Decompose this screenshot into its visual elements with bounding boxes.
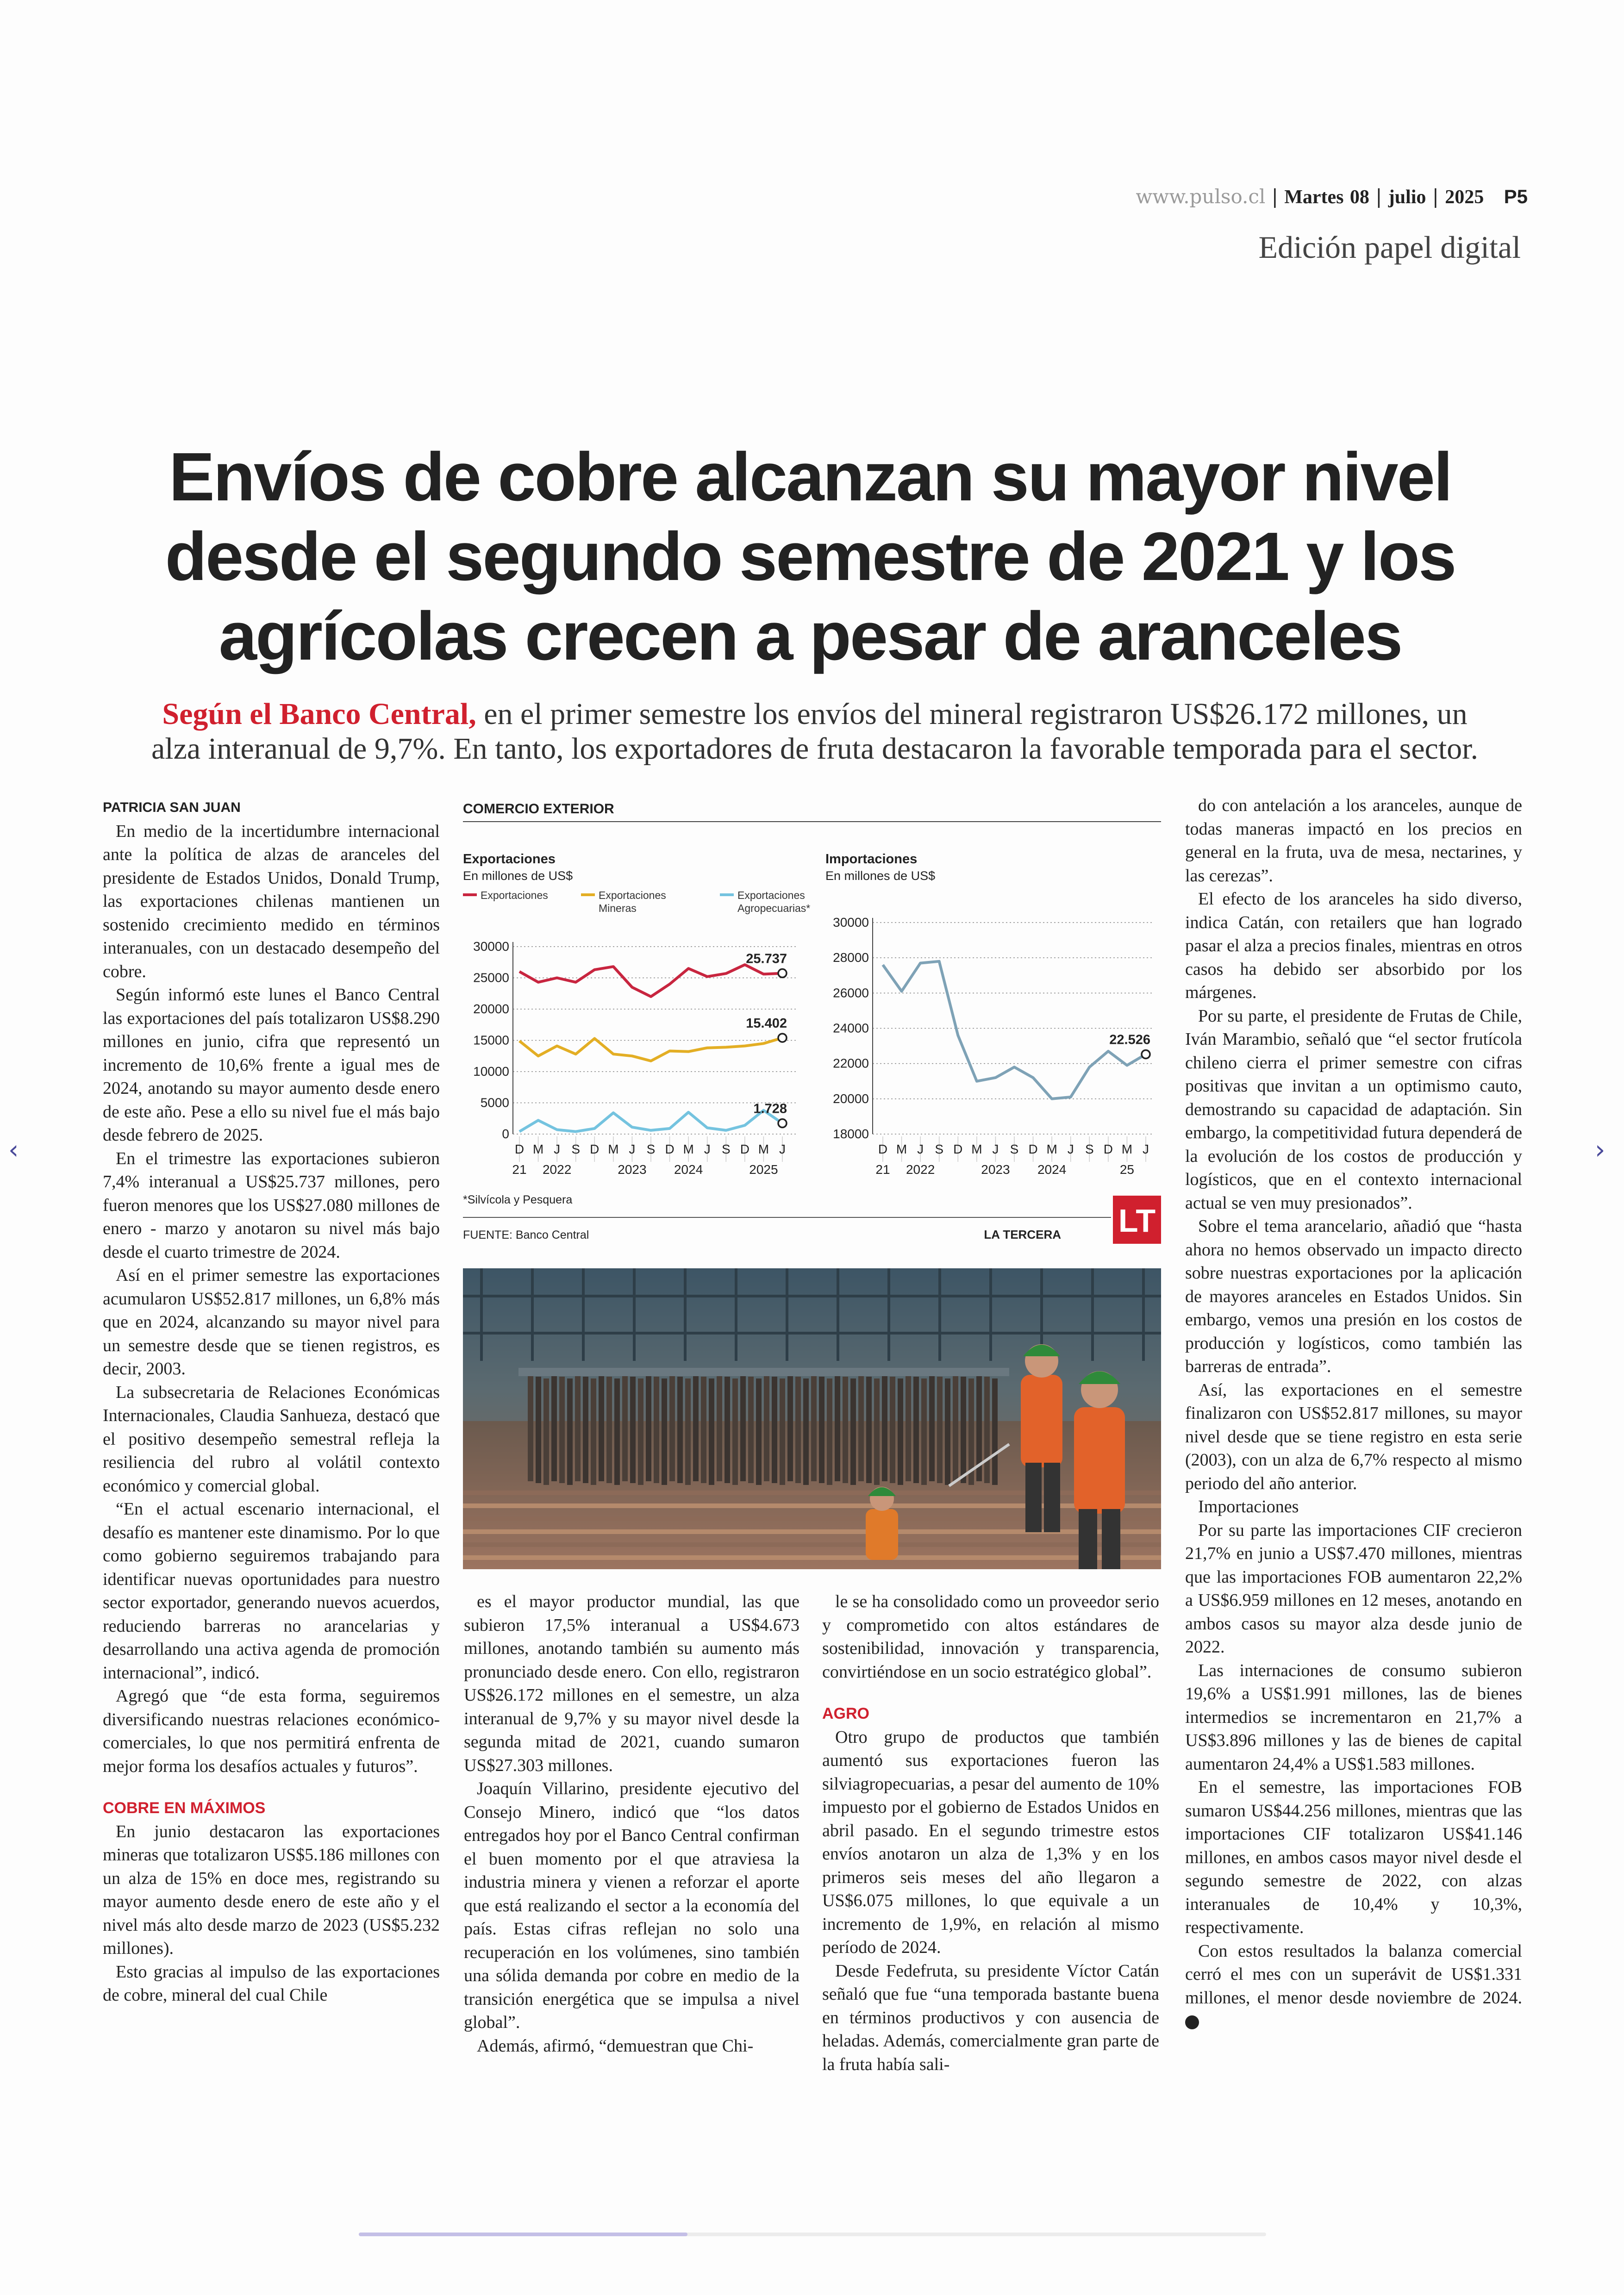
y-tick-label: 20000 [833, 1091, 869, 1106]
article-paragraph: Sobre el tema arancelario, añadió que “hasta ahora no hemos observado un impacto directo sobre nuestras exportaciones por la aplicación de mayores aranceles en Estados Unidos. Sin embargo, vemos una presión en los costos de producción y logísticos, como también las barreras de entrada”. [1185, 1216, 1522, 1376]
article-paragraph: En medio de la incertidumbre internacional ante la política de alzas de aranceles del presidente de Estados Unidos, Donald Trump, las exportaciones chilenas mantienen un sostenido crecimiento medido en términos interanuales, con un destacado desempeño del cobre. [103, 821, 440, 981]
trade-graphic [463, 794, 1161, 1259]
article-column-2 [464, 1590, 800, 2058]
chart-title: Exportaciones [463, 852, 556, 867]
article-paragraph: Otro grupo de productos que también aumentó sus exportaciones fueron las silviagropecuarias, a pesar del aumento de 10% impuesto por el gobierno de Estados Unidos en abril pasado. En el segundo trimestre estos envíos anotaron un alza de 1,3% y en los primeros seis meses del año llegaron a US$6.075 millones, lo que equivale a un incremento de 1,9%, en relación al mismo período de 2024. [822, 1727, 1159, 1957]
x-tick-label: M [971, 1142, 982, 1156]
x-year-label: 21 [512, 1162, 527, 1177]
exports-chart [463, 852, 810, 1177]
article-paragraph: Agregó que “de esta forma, seguiremos diversificando nuestras relaciones económico-comerciales, lo que nos permitirá enfrenta de mejor forma los desafíos actuales y futuros”. [103, 1686, 440, 1776]
article-paragraph: En junio destacaron las exportaciones mineras que totalizaron US$5.186 millones con un alza de 15% en doce mes, registrando su mayor aumento desde enero de este año y el nivel más alto desde marzo de 2023 (US$5.232 millones). [103, 1821, 440, 1958]
page-header [1111, 185, 1528, 208]
edition-label: Edición papel digital [1258, 230, 1521, 265]
x-year-label: 2024 [674, 1162, 703, 1177]
deck [116, 697, 1514, 766]
article-paragraph: do con antelación a los aranceles, aunque de todas maneras impactó en los precios en general en la fruta, uva de mesa, nectarines, y las cerezas”. [1185, 796, 1522, 886]
series-line [883, 961, 1146, 1099]
data-label: 25.737 [746, 951, 787, 967]
column-paragraphs [1185, 794, 1522, 1495]
article-column-1 [103, 796, 440, 2007]
column-paragraphs [103, 820, 440, 1778]
deck-lead: Según el Banco Central, [162, 697, 476, 731]
series-line [519, 965, 782, 997]
x-tick-label: D [1028, 1142, 1038, 1156]
article-paragraph: Según informó este lunes el Banco Central las exportaciones del país totalizaron US$8.290 millones en junio, cifra que representó un incremento de 10,6% frente a igual mes de 2024, anotando su mayor aumento desde enero de este año. Pese a ello su nivel fue el más bajo desde febrero de 2025. [103, 985, 440, 1145]
page-number: P5 [1504, 186, 1528, 207]
x-tick-label: J [992, 1142, 999, 1156]
article-paragraph: Joaquín Villarino, presidente ejecutivo del Consejo Minero, indicó que “los datos entregados hoy por el Banco Central confirman el buen momento por el que atraviesa la industria minera y vienen a reforzar el aporte que está realizando el sector a la economía del país. Estas cifras reflejan no solo una recuperación en los volúmenes, sino también una sólida demanda por cobre en medio de la transición energética que se impulsa a nivel global”. [464, 1779, 800, 2032]
article-paragraph: Desde Fedefruta, su presidente Víctor Catán señaló que fue “una temporada bastante buena en términos productivos y con ausencia de heladas. Además, comercialmente gran parte de la fruta había sali- [822, 1961, 1159, 2074]
article-paragraph: Por su parte, el presidente de Frutas de Chile, Iván Marambio, señaló que “el sector frutícola chileno cierra el primer semestre con cifras positivas que invitan a un optimismo cauto, demostrando su capacidad de adaptación. Sin embargo, la competitividad futura dependerá de la evolución de los costos de producción y logísticos, que en el contexto internacional actual se ven muy presionados”. [1185, 1006, 1522, 1213]
x-year-label: 2022 [906, 1162, 935, 1177]
x-tick-label: J [629, 1142, 636, 1156]
x-tick-label: M [1046, 1142, 1057, 1156]
chart-title: Importaciones [825, 852, 918, 867]
column-paragraphs [822, 1590, 1159, 1684]
x-year-label: 2025 [749, 1162, 778, 1177]
article-paragraph: Las internaciones de consumo subieron 19,6% a US$1.991 millones, las de bienes intermedios se incrementaron en 21,7% a US$3.896 millones y las de bienes de capital aumentaron 24,4% a US$1.583 millones. [1185, 1660, 1522, 1774]
headline-line: desde el segundo semestre de 2021 y los [165, 518, 1455, 595]
header-separator: | [1271, 185, 1278, 208]
article-paragraph: Con estos resultados la balanza comercial cerró el mes con un superávit de US$1.331 millones, el menor desde noviembre de 2024. [1185, 1940, 1522, 2033]
article-paragraph: El efecto de los aranceles ha sido diverso, indica Catán, con retailers que han logrado pasar el alza a precios finales, mientras en otros casos ha debido ser absorbido por los márgenes. [1185, 889, 1522, 1002]
x-tick-label: D [665, 1142, 675, 1156]
x-year-label: 2023 [981, 1162, 1010, 1177]
y-tick-label: 24000 [833, 1021, 869, 1035]
x-tick-label: S [721, 1142, 731, 1156]
x-tick-label: M [608, 1142, 619, 1156]
header-month: julio [1388, 187, 1426, 208]
column-paragraphs [464, 1590, 800, 2058]
data-label: 15.402 [746, 1016, 787, 1031]
headline [93, 437, 1528, 676]
y-tick-label: 26000 [833, 985, 869, 1000]
x-tick-label: M [758, 1142, 769, 1156]
x-tick-label: D [740, 1142, 750, 1156]
copper-refinery-photo [463, 1268, 1161, 1569]
article-paragraph: Por su parte las importaciones CIF crecieron 21,7% en junio a US$7.470 millones, mientras que las importaciones FOB aumentaron 22,2% a US$6.959 millones en 12 meses, anotando en ambos casos su mayor alza desde junio de 2022. [1185, 1520, 1522, 1657]
article-paragraph: Así, las exportaciones en el semestre finalizaron con US$52.817 millones, su mayor nivel desde que se tiene registro en esta serie (2003), con un alza de 6,7% respecto al mismo periodo del año anterior. [1185, 1380, 1522, 1493]
series-line [519, 1038, 782, 1061]
site-url: www.pulso.cl [1136, 185, 1266, 208]
series-endpoint [1142, 1050, 1150, 1059]
x-tick-label: J [1143, 1142, 1149, 1156]
x-tick-label: J [704, 1142, 711, 1156]
y-tick-label: 22000 [833, 1056, 869, 1071]
column-paragraphs [822, 1726, 1159, 2077]
copper-refinery-photo-art [463, 1268, 1161, 1569]
header-weekday: Martes [1284, 187, 1344, 208]
chart-subtitle: En millones de US$ [463, 869, 573, 883]
imports-chart [825, 852, 1153, 1177]
column-paragraphs [103, 1820, 440, 2007]
x-tick-label: J [1067, 1142, 1074, 1156]
x-year-label: 2024 [1037, 1162, 1067, 1177]
scrollbar-thumb[interactable] [359, 2233, 687, 2236]
column-paragraphs [1185, 1519, 1522, 2033]
x-tick-label: S [935, 1142, 944, 1156]
y-tick-label: 20000 [473, 1002, 509, 1016]
article-paragraph: Así en el primer semestre las exportaciones acumularon US$52.817 millones, un 6,8% más que en 2024, alcanzando su mayor nivel para un semestre desde que se tienen registros, es decir, 2003. [103, 1266, 440, 1378]
legend-label: Exportaciones Agropecuarias* [737, 889, 811, 914]
series-endpoint [778, 1119, 787, 1128]
x-tick-label: M [683, 1142, 694, 1156]
graphic-section: COMERCIO EXTERIOR [463, 801, 614, 817]
data-label: 1.728 [753, 1101, 787, 1116]
x-tick-label: M [896, 1142, 907, 1156]
x-tick-label: S [571, 1142, 581, 1156]
x-tick-label: D [878, 1142, 888, 1156]
legend-label: Exportaciones Mineras [599, 889, 666, 914]
headline-line: agrícolas crecen a pesar de aranceles [219, 598, 1402, 674]
y-tick-label: 30000 [833, 915, 869, 929]
article-paragraph: es el mayor productor mundial, las que subieron 17,5% interanual a US$4.673 millones, anotando también su aumento más pronunciado desde enero. Con ello, registraron US$26.172 millones en el semestre, un alza interanual de 9,7% y su mayor nivel desde la segunda mitad de 2021, cuando sumaron US$27.303 millones. [464, 1592, 800, 1775]
subheading: COBRE EN MÁXIMOS [103, 1799, 266, 1817]
header-separator: | [1432, 185, 1439, 208]
graphic-footnote: *Silvícola y Pesquera [463, 1193, 573, 1206]
x-tick-label: D [590, 1142, 600, 1156]
article-paragraph: le se ha consolidado como un proveedor serio y comprometido con altos estándares de sostenibilidad, innovación y transparencia, convirtiéndose en un socio estratégico global”. [822, 1592, 1159, 1682]
article-paragraph: En el trimestre las exportaciones subieron 7,4% interanual a US$25.737 millones, pero fueron menores que los US$27.080 millones de enero - marzo y anotaron su nivel más bajo desde el cuarto trimestre de 2024. [103, 1148, 440, 1262]
y-tick-label: 15000 [473, 1033, 509, 1048]
y-tick-label: 25000 [473, 970, 509, 985]
x-tick-label: S [646, 1142, 656, 1156]
subheading: AGRO [822, 1705, 869, 1722]
lt-logo: LT [1118, 1203, 1156, 1239]
legend-label: Exportaciones [481, 889, 548, 901]
x-tick-label: D [953, 1142, 963, 1156]
x-tick-label: J [779, 1142, 786, 1156]
article-paragraph: Además, afirmó, “demuestran que Chi- [477, 2036, 754, 2056]
worker-figure [866, 1487, 898, 1560]
y-tick-label: 18000 [833, 1127, 869, 1141]
x-year-label: 21 [875, 1162, 890, 1177]
graphic-credit: LA TERCERA [984, 1228, 1061, 1241]
y-tick-label: 5000 [480, 1095, 509, 1110]
x-tick-label: S [1085, 1142, 1094, 1156]
x-tick-label: J [554, 1142, 561, 1156]
x-tick-label: M [1121, 1142, 1133, 1156]
deck-text: en el primer semestre los envíos del mineral registraron US$26.172 millones, un [476, 697, 1468, 731]
y-tick-label: 28000 [833, 950, 869, 965]
series-endpoint [778, 969, 787, 978]
x-tick-label: S [1010, 1142, 1019, 1156]
article-paragraph: La subsecretaria de Relaciones Económicas Internacionales, Claudia Sanhueza, destacó que el positivo desempeño semestral refleja la resiliencia del rubro al volátil contexto económico y comercial global. [103, 1382, 440, 1496]
x-tick-label: D [1103, 1142, 1113, 1156]
series-endpoint [778, 1034, 787, 1042]
header-day: 08 [1349, 187, 1369, 208]
x-tick-label: J [917, 1142, 924, 1156]
subheading: Importaciones [1198, 1497, 1299, 1516]
byline: PATRICIA SAN JUAN [103, 800, 241, 815]
article-paragraph: Esto gracias al impulso de las exportaciones de cobre, mineral del cual Chile [103, 1962, 440, 2005]
article-column-3 [822, 1590, 1159, 2076]
header-separator: | [1375, 185, 1382, 208]
x-year-label: 2022 [542, 1162, 572, 1177]
header-year: 2025 [1445, 187, 1484, 208]
headline-line: Envíos de cobre alcanzan su mayor nivel [169, 439, 1452, 515]
x-tick-label: D [514, 1142, 525, 1156]
next-page-chevron-icon[interactable]: › [1595, 1135, 1605, 1165]
y-tick-label: 10000 [473, 1064, 509, 1079]
y-tick-label: 0 [502, 1127, 509, 1141]
article-column-4 [1185, 794, 1522, 2033]
article-paragraph: “En el actual escenario internacional, el desafío es mantener este dinamismo. Por lo que como gobierno seguiremos trabajando para identificar nuevas oportunidades para nuestro sector exportador, generando nuevos acuerdos, reduciendo barreras no arancelarias y desarrollando una activa agenda de promoción internacional”, indicó. [103, 1499, 440, 1683]
article-paragraph: En el semestre, las importaciones FOB sumaron US$44.256 millones, mientras que las importaciones CIF totalizaron US$41.146 millones, en ambos casos mayor nivel desde el segundo semestre de 2022, con alzas interanuales de 10,4% y 10,3%, respectivamente. [1185, 1777, 1522, 1937]
x-tick-label: M [532, 1142, 544, 1156]
data-label: 22.526 [1109, 1032, 1150, 1048]
y-tick-label: 30000 [473, 939, 509, 954]
x-year-label: 2023 [618, 1162, 647, 1177]
previous-page-chevron-icon[interactable]: ‹ [8, 1135, 19, 1165]
x-year-label: 25 [1119, 1162, 1135, 1177]
deck-text: alza interanual de 9,7%. En tanto, los exportadores de fruta destacaron la favorable temporada para el sector. [151, 732, 1479, 766]
graphic-source: FUENTE: Banco Central [463, 1229, 589, 1241]
series-line [519, 1110, 782, 1132]
chart-subtitle: En millones de US$ [825, 869, 936, 883]
end-of-article-icon [1185, 2015, 1199, 2029]
trade-graphic-svg [463, 794, 1161, 1259]
